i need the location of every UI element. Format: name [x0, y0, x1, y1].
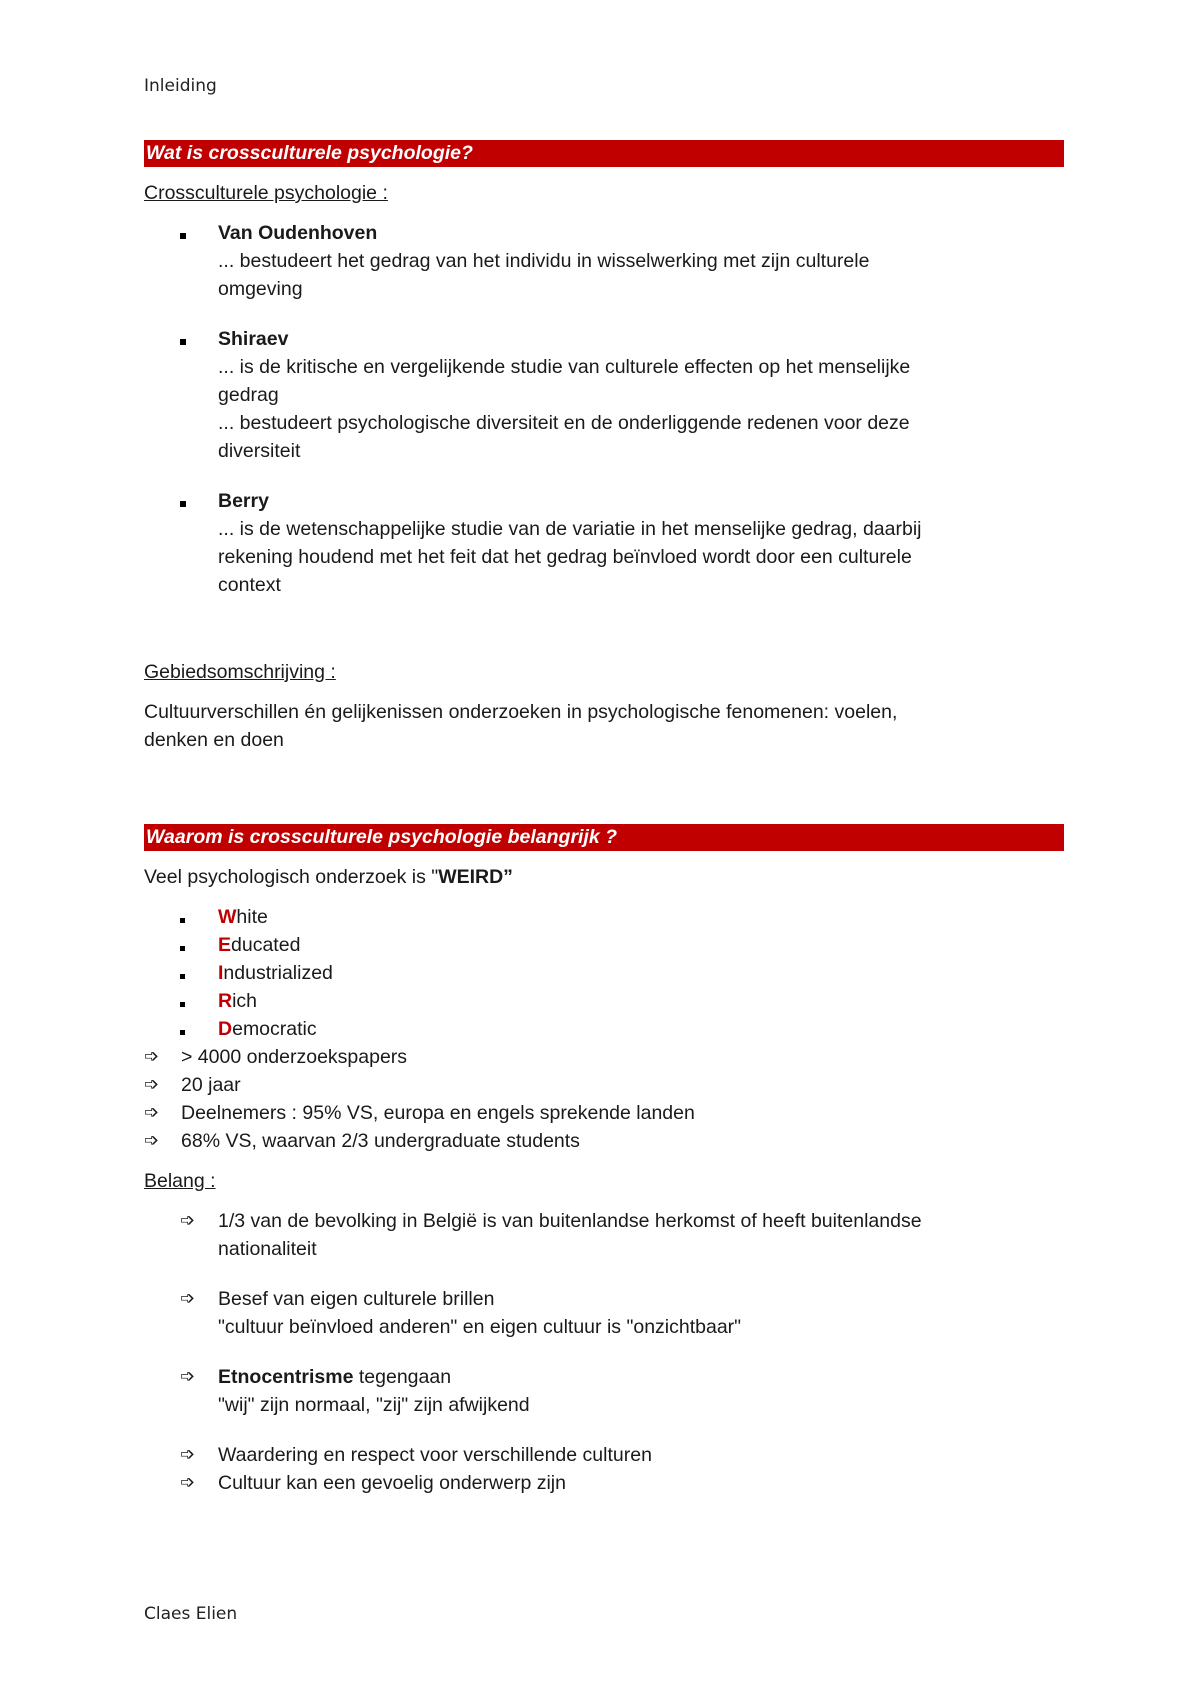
page-content	[144, 140, 1064, 1497]
weird-item	[144, 987, 1064, 1015]
fact-item	[144, 1043, 1064, 1071]
weird-word: hite	[236, 906, 268, 928]
belang-item	[144, 1441, 1064, 1469]
belang-item	[144, 1469, 1064, 1497]
definition-line: omgeving	[218, 278, 303, 300]
belang-text: tegengaan	[353, 1366, 452, 1388]
belang-line: Cultuur kan een gevoelig onderwerp zijn	[218, 1472, 566, 1494]
fact-text: 20 jaar	[181, 1074, 241, 1096]
definition-line: ... is de kritische en vergelijkende studie van culturele effecten op het menselijke	[218, 356, 911, 378]
belang-line: "wij" zijn normaal, "zij" zijn afwijkend	[218, 1394, 530, 1416]
author-name: Berry	[218, 490, 269, 512]
right-arrow-icon: ➩	[180, 1444, 196, 1465]
definition-line: gedrag	[218, 384, 279, 406]
weird-intro-text: Veel psychologisch onderzoek is "	[144, 866, 439, 888]
definition-line: rekening houdend met het feit dat het gedrag beïnvloed wordt door een culturele	[218, 546, 912, 568]
fact-text: 68% VS, waarvan 2/3 undergraduate students	[181, 1130, 580, 1152]
page-header: Inleiding	[144, 76, 217, 96]
weird-word: emocratic	[232, 1018, 317, 1040]
square-bullet-icon	[180, 1030, 185, 1035]
fact-text: > 4000 onderzoekspapers	[181, 1046, 408, 1068]
right-arrow-icon: ➩	[144, 1046, 160, 1067]
weird-letter: I	[218, 962, 224, 984]
right-arrow-icon: ➩	[180, 1366, 196, 1387]
definition-line: ... bestudeert psychologische diversiteit en de onderliggende redenen voor deze	[218, 412, 910, 434]
square-bullet-icon	[180, 918, 185, 923]
fact-item	[144, 1071, 1064, 1099]
right-arrow-icon: ➩	[144, 1130, 160, 1151]
subheading-crossculturele: Crossculturele psychologie :	[144, 182, 388, 204]
definition-line: context	[218, 574, 281, 596]
list-item-shiraev	[144, 325, 1064, 465]
description-line: Cultuurverschillen én gelijkenissen onderzoeken in psychologische fenomenen: voelen,	[144, 701, 898, 723]
square-bullet-icon	[180, 233, 186, 239]
square-bullet-icon	[180, 946, 185, 951]
section-1-heading: Wat is crossculturele psychologie?	[144, 140, 1064, 167]
weird-word: ndustrialized	[223, 962, 333, 984]
section-2-heading: Waarom is crossculturele psychologie belangrijk ?	[144, 824, 1064, 851]
subheading-belang: Belang :	[144, 1170, 216, 1192]
weird-word: ich	[232, 990, 258, 1012]
square-bullet-icon	[180, 1002, 185, 1007]
belang-line: nationaliteit	[218, 1238, 317, 1260]
subheading-gebiedsomschrijving: Gebiedsomschrijving :	[144, 661, 336, 683]
right-arrow-icon: ➩	[180, 1288, 196, 1309]
author-name: Shiraev	[218, 328, 289, 350]
definition-line: diversiteit	[218, 440, 301, 462]
weird-item	[144, 1015, 1064, 1043]
belang-item	[144, 1285, 1064, 1341]
weird-letter: W	[218, 906, 237, 928]
right-arrow-icon: ➩	[180, 1472, 196, 1493]
weird-letter: R	[218, 990, 233, 1012]
page-footer: Claes Elien	[144, 1604, 238, 1624]
weird-letter: E	[218, 934, 232, 956]
description-line: denken en doen	[144, 729, 284, 751]
belang-item	[144, 1363, 1064, 1419]
belang-line: Besef van eigen culturele brillen	[218, 1288, 495, 1310]
weird-word: ducated	[231, 934, 301, 956]
belang-line: 1/3 van de bevolking in België is van buitenlandse herkomst of heeft buitenlandse	[218, 1210, 922, 1232]
fact-item	[144, 1127, 1064, 1155]
square-bullet-icon	[180, 974, 185, 979]
fact-text: Deelnemers : 95% VS, europa en engels sprekende landen	[181, 1102, 695, 1124]
square-bullet-icon	[180, 501, 186, 507]
weird-acronym: WEIRD”	[438, 866, 513, 888]
fact-item	[144, 1099, 1064, 1127]
right-arrow-icon: ➩	[144, 1074, 160, 1095]
author-name: Van Oudenhoven	[218, 222, 378, 244]
weird-item	[144, 903, 1064, 931]
square-bullet-icon	[180, 339, 186, 345]
belang-item	[144, 1207, 1064, 1263]
weird-item	[144, 931, 1064, 959]
list-item-van-oudenhoven	[144, 219, 1064, 303]
definition-line: ... is de wetenschappelijke studie van de variatie in het menselijke gedrag, daarbij	[218, 518, 922, 540]
list-item-berry	[144, 487, 1064, 599]
belang-keyword: Etnocentrisme	[218, 1366, 354, 1388]
weird-intro	[144, 863, 1064, 891]
weird-letter: D	[218, 1018, 233, 1040]
right-arrow-icon: ➩	[180, 1210, 196, 1231]
belang-line: "cultuur beïnvloed anderen" en eigen cultuur is "onzichtbaar"	[218, 1316, 742, 1338]
definition-line: ... bestudeert het gedrag van het individu in wisselwerking met zijn culturele	[218, 250, 870, 272]
belang-line: Waardering en respect voor verschillende culturen	[218, 1444, 652, 1466]
right-arrow-icon: ➩	[144, 1102, 160, 1123]
weird-item	[144, 959, 1064, 987]
